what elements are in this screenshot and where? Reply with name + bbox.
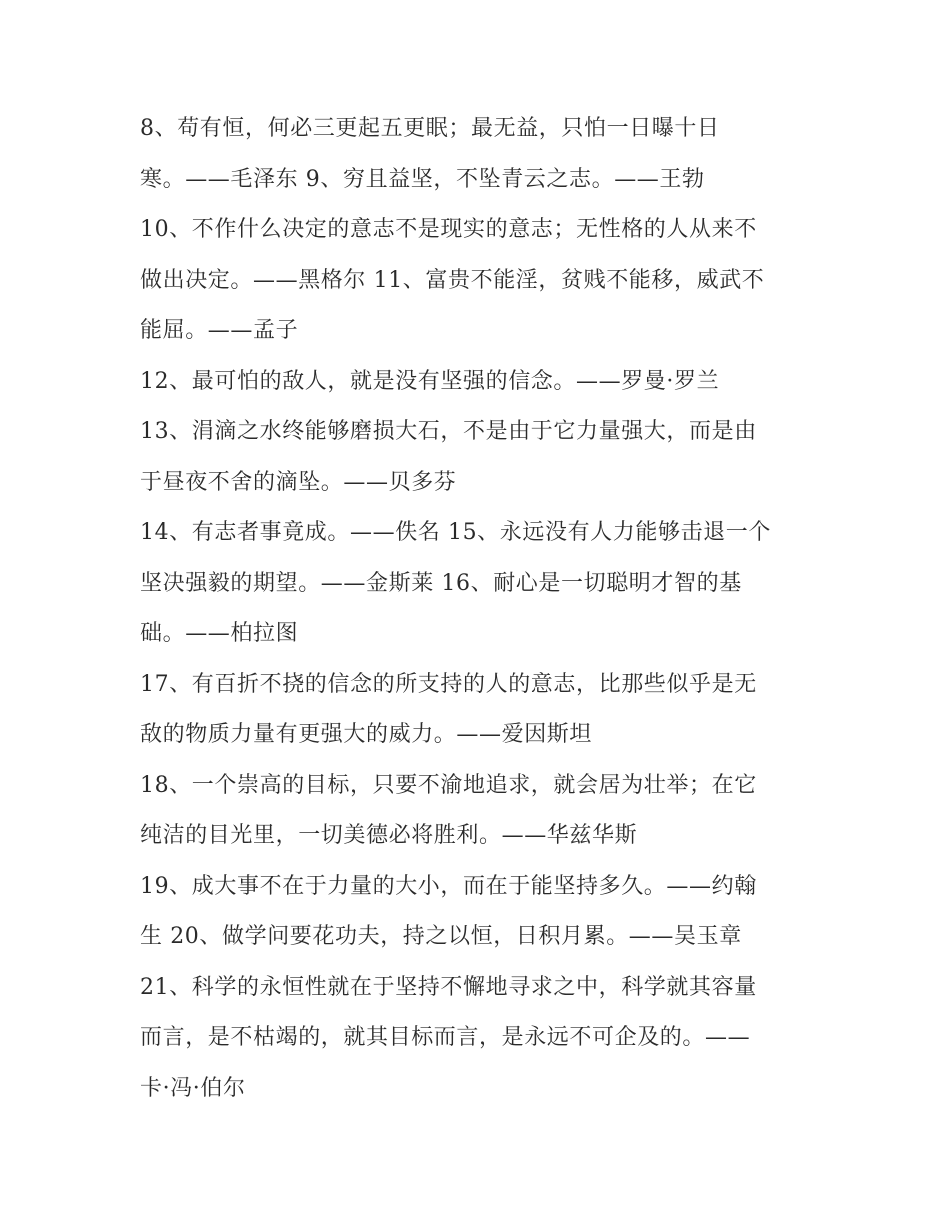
text-line: 坚决强毅的期望。——金斯莱 16、耐心是一切聪明才智的基	[140, 570, 742, 596]
quote-text-block	[140, 104, 840, 1114]
text-line: 础。——柏拉图	[140, 621, 299, 646]
text-line: 8、苟有恒，何必三更起五更眠；最无益，只怕一日曝十日	[140, 116, 720, 141]
text-line: 于昼夜不舍的滴坠。——贝多芬	[140, 469, 457, 495]
text-line: 卡·冯·伯尔	[140, 1075, 246, 1101]
text-line: 14、有志者事竟成。——佚名 15、永远没有人力能够击退一个	[140, 520, 771, 545]
text-line: 能屈。——孟子	[140, 318, 299, 343]
text-line: 纯洁的目光里，一切美德必将胜利。——华兹华斯	[140, 823, 638, 848]
text-line: 生 20、做学问要花功夫，持之以恒，日积月累。——吴玉章	[140, 924, 742, 949]
text-line: 18、一个崇高的目标，只要不渝地追求，就会居为壮举；在它	[140, 772, 757, 798]
text-line: 而言，是不枯竭的，就其目标而言，是永远不可企及的。——	[140, 1025, 751, 1050]
text-line: 12、最可怕的敌人，就是没有坚强的信念。——罗曼·罗兰	[140, 368, 720, 394]
text-line: 19、成大事不在于力量的大小，而在于能坚持多久。——约翰	[140, 873, 757, 899]
text-line: 做出决定。——黑格尔 11、富贵不能淫，贫贱不能移，威武不	[140, 267, 765, 293]
text-line: 21、科学的永恒性就在于坚持不懈地寻求之中，科学就其容量	[140, 974, 757, 1000]
text-line: 10、不作什么决定的意志不是现实的意志；无性格的人从来不	[140, 217, 757, 242]
text-line: 敌的物质力量有更强大的威力。——爱因斯坦	[140, 722, 593, 747]
text-line: 17、有百折不挠的信念的所支持的人的意志，比那些似乎是无	[140, 671, 757, 697]
text-line: 寒。——毛泽东 9、穷且益坚，不坠青云之志。——王勃	[140, 166, 705, 192]
text-line: 13、涓滴之水终能够磨损大石，不是由于它力量强大，而是由	[140, 419, 757, 444]
